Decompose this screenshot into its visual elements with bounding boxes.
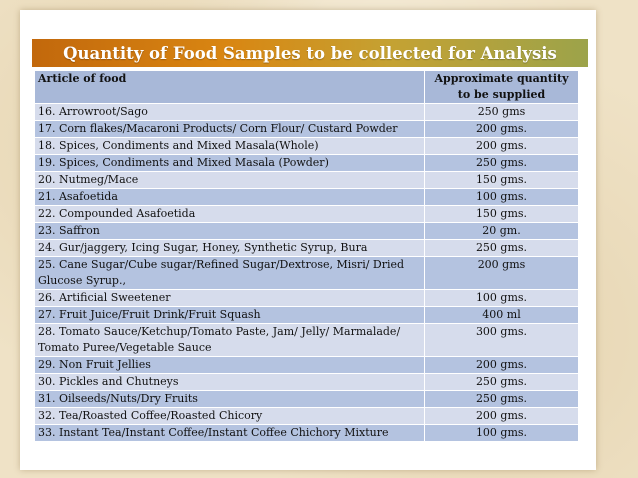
quantity-cell: 100 gms.	[425, 189, 579, 206]
table-row	[35, 408, 579, 425]
article-cell: 16. Arrowroot/Sago	[35, 104, 425, 121]
article-cell: 30. Pickles and Chutneys	[35, 374, 425, 391]
table-row	[35, 257, 579, 290]
article-cell: 21. Asafoetida	[35, 189, 425, 206]
table-row	[35, 290, 579, 307]
article-cell: 32. Tea/Roasted Coffee/Roasted Chicory	[35, 408, 425, 425]
quantity-cell: 250 gms.	[425, 374, 579, 391]
article-cell: 24. Gur/jaggery, Icing Sugar, Honey, Synthetic Syrup, Bura	[35, 240, 425, 257]
table-header-row	[35, 71, 579, 104]
quantity-cell: 100 gms.	[425, 290, 579, 307]
quantity-cell: 200 gms.	[425, 357, 579, 374]
quantity-cell: 100 gms.	[425, 425, 579, 442]
quantity-cell: 250 gms.	[425, 240, 579, 257]
table-row	[35, 307, 579, 324]
quantity-cell: 250 gms	[425, 104, 579, 121]
article-cell: 33. Instant Tea/Instant Coffee/Instant Coffee Chichory Mixture	[35, 425, 425, 442]
quantity-cell: 200 gms.	[425, 408, 579, 425]
table-row	[35, 206, 579, 223]
quantity-cell: 200 gms.	[425, 138, 579, 155]
article-cell: 29. Non Fruit Jellies	[35, 357, 425, 374]
article-cell: 31. Oilseeds/Nuts/Dry Fruits	[35, 391, 425, 408]
title-bar	[32, 39, 588, 67]
page-title: Quantity of Food Samples to be collected for Analysis	[63, 43, 557, 63]
table-row	[35, 324, 579, 357]
article-cell: 17. Corn flakes/Macaroni Products/ Corn Flour/ Custard Powder	[35, 121, 425, 138]
header-quantity: Approximate quantity to be supplied	[425, 71, 579, 104]
header-article: Article of food	[35, 71, 425, 104]
article-cell: 27. Fruit Juice/Fruit Drink/Fruit Squash	[35, 307, 425, 324]
article-cell: 19. Spices, Condiments and Mixed Masala (Powder)	[35, 155, 425, 172]
quantity-cell: 200 gms.	[425, 121, 579, 138]
article-cell: 22. Compounded Asafoetida	[35, 206, 425, 223]
article-cell: 18. Spices, Condiments and Mixed Masala(Whole)	[35, 138, 425, 155]
table-row	[35, 104, 579, 121]
quantity-cell: 150 gms.	[425, 206, 579, 223]
article-cell: 25. Cane Sugar/Cube sugar/Refined Sugar/Dextrose, Misri/ Dried Glucose Syrup.,	[35, 257, 425, 290]
table-row	[35, 172, 579, 189]
quantity-cell: 300 gms.	[425, 324, 579, 357]
food-sample-table	[34, 70, 579, 442]
article-cell: 23. Saffron	[35, 223, 425, 240]
table-row	[35, 155, 579, 172]
table-row	[35, 425, 579, 442]
article-cell: 28. Tomato Sauce/Ketchup/Tomato Paste, Jam/ Jelly/ Marmalade/ Tomato Puree/Vegetable Sauce	[35, 324, 425, 357]
table-row	[35, 138, 579, 155]
table-row	[35, 374, 579, 391]
quantity-cell: 150 gms.	[425, 172, 579, 189]
slide	[20, 10, 596, 470]
table-row	[35, 391, 579, 408]
table-row	[35, 357, 579, 374]
table-row	[35, 121, 579, 138]
article-cell: 26. Artificial Sweetener	[35, 290, 425, 307]
quantity-cell: 250 gms.	[425, 391, 579, 408]
table-row	[35, 223, 579, 240]
quantity-cell: 200 gms	[425, 257, 579, 290]
quantity-cell: 250 gms.	[425, 155, 579, 172]
table-row	[35, 240, 579, 257]
quantity-cell: 400 ml	[425, 307, 579, 324]
table-row	[35, 189, 579, 206]
quantity-cell: 20 gm.	[425, 223, 579, 240]
article-cell: 20. Nutmeg/Mace	[35, 172, 425, 189]
